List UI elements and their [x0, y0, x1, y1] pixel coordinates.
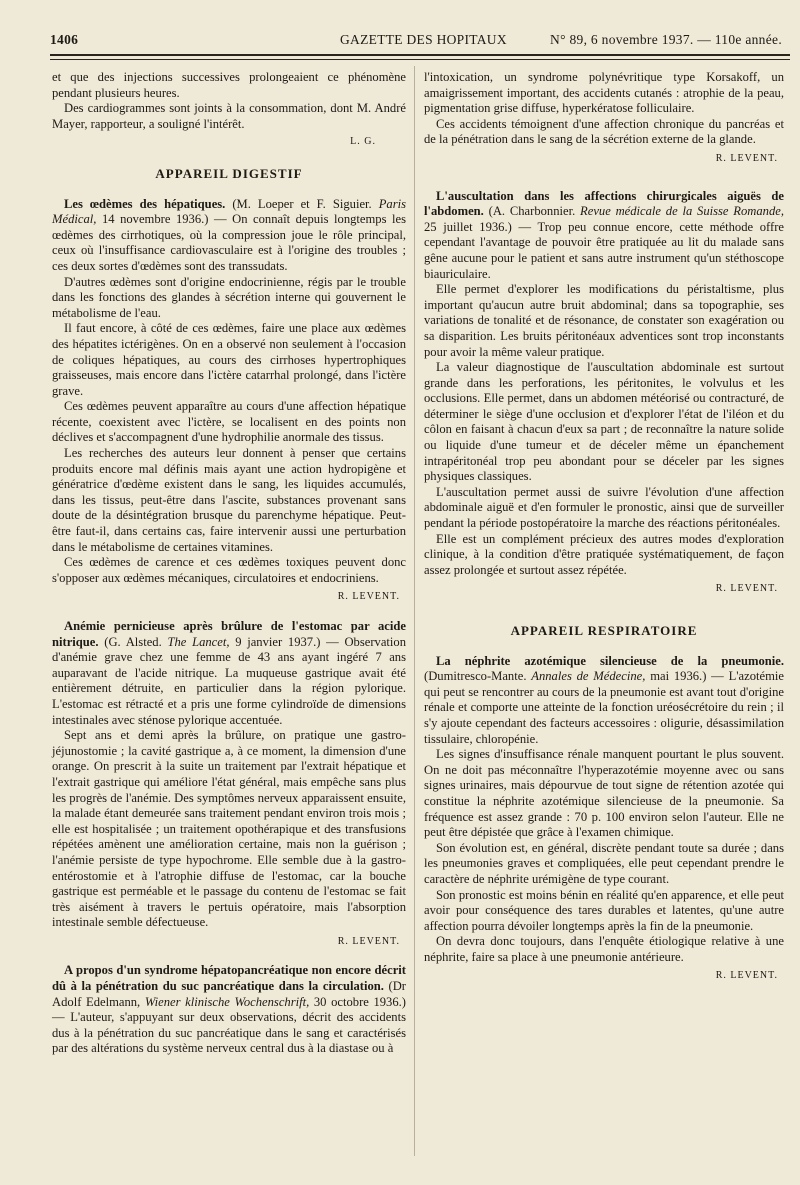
header-rule-thin [50, 59, 790, 60]
paragraph: Son pronostic est moins bénin en réalité qu'en apparence, et elle peut avoir pour conséquence des tares durables et latentes, qu'une autre affection pourra dévoiler longtemps après la fin de la pneumonie. [424, 887, 784, 933]
article-anemie [52, 619, 406, 728]
article-journal: Annales de Médecine, [531, 669, 646, 684]
paragraph: D'autres œdèmes sont d'origine endocrinienne, régis par le trouble dans les fonctions des glandes à sécrétion interne qui gouvernent le métabolisme de l'eau. [52, 274, 406, 320]
paragraph: Les signes d'insuffisance rénale manquent pourtant le plus souvent. On ne doit pas méconnaître l'hyperazotémie moyenne avec ou sans signes urinaires, mais dépourvue de tout signe de rétention azotée qui constitue la néphrite azotémique silencieuse de la pneumonie. Sa fréquence est assez grande : 70 p. 100 environ selon l'auteur. Elle ne peut être dépistée que grâce à l'examen chimique. [424, 747, 784, 840]
article-authors: (Dumitresco-Mante. [424, 669, 527, 684]
paragraph: L'auscultation permet aussi de suivre l'évolution d'une affection abdominale aiguë et d'en formuler le pronostic, ainsi que de surveiller pendant la période postopératoire la marche des réactions péritonéales. [424, 484, 784, 531]
right-column [424, 70, 784, 984]
paragraph: La valeur diagnostique de l'auscultation abdominale est surtout grande dans les perforations, les péritonites, le volvulus et les occlusions. Elle permet, dans un abdomen météorisé ou contracturé, de déterminer le siège d'une occlusion et d'explorer l'état de l'iléon et du côlon en faisant à chacun d'eux sa part ; de reconnaître la nature solide ou liquide d'une tumeur et de déceler même un épanchement intrapéritonéal trop peu abondant pour se déceler par les signes physiques classiques. [424, 360, 784, 484]
signature: R. LEVENT. [715, 583, 778, 595]
paragraph: On devra donc toujours, dans l'enquête étiologique relative à une néphrite, faire sa place à une pneumonie antérieure. [424, 934, 784, 964]
article-title: Les œdèmes des hépatiques. [64, 196, 226, 211]
article-authors: (Dr Adolf Edelmann, [52, 979, 406, 1009]
article-date: 30 octobre 1936.) — [52, 994, 406, 1025]
article-title: La néphrite azotémique silencieuse de la pneumonie. [436, 653, 784, 668]
article-title: Anémie pernicieuse après brûlure de l'estomac par acide nitrique. [52, 619, 406, 649]
paragraph: Elle est un complément précieux des autres modes d'exploration clinique, à la condition d'être pratiquée systématiquement, de façon assez prolongée et surtout assez répétée. [424, 531, 784, 577]
article-journal: Wiener klinische Wochenschrift, [144, 994, 310, 1009]
paragraph: Il faut encore, à côté de ces œdèmes, faire une place aux œdèmes des hépatites ictérigènes. On en a observé non seulement à l'occasion de coliques hépatiques, au cours des cirrhoses hypertrophiques graisseuses, mais encore dans l'ictère catarrhal prolongé, dans l'ictère grave. [52, 321, 406, 398]
paragraph: et que des injections successives prolongeaient ce phénomène pendant plusieurs heures. [52, 70, 406, 100]
signature: R. LEVENT. [715, 152, 778, 164]
article-date: mai 1936.) — [650, 669, 724, 684]
article-oedemes [52, 197, 406, 275]
article-journal: Revue médicale de la Suisse Romande, [580, 204, 784, 219]
running-header [50, 30, 790, 50]
article-text: L'auteur, s'appuyant sur deux observations, décrit des accidents dus à la pénétration du suc pancréatique dans le sang et caractérisés par des altérations du système nerveux central dus à la diastase ou à [52, 1010, 406, 1056]
article-text: On connaît depuis longtemps les œdèmes des cirrhotiques, où la compression joue le rôle principal, ceux où l'insuffisance cardiovasculaire est à l'origine des troubles ; ces deux sortes d'œdèmes sont des transsudats. [52, 212, 406, 273]
journal-title: GAZETTE DES HOPITAUX [340, 32, 507, 47]
article-date: 14 novembre 1936.) — [101, 212, 227, 227]
article-journal: Paris Médical, [52, 196, 406, 227]
paragraph: Des cardiogrammes sont joints à la consommation, dont M. André Mayer, rapporteur, a souligné l'intérêt. [52, 101, 406, 131]
paragraph: Elle permet d'explorer les modifications du péristaltisme, plus important qu'aucun autre bruit abdominal; dans sa topographie, ses variations de tonalité et de résonance, de constater son exagération ou sa disparition. Les bruits péritonéaux adventices sont trop inconstants pour avoir la même valeur pratique. [424, 282, 784, 359]
page-number: 1406 [50, 32, 79, 47]
article-text: Trop peu connue encore, cette méthode offre cependant l'avantage de pouvoir être pratiquée au lit du malade sans gêne aucune pour le patient et sans autre instrument qu'un stéthoscope biauriculaire. [424, 219, 785, 281]
paragraph: Ces œdèmes peuvent apparaître au cours d'une affection hépatique récente, coexistent avec l'ictère, se localisent en des points non déclives et s'accompagnent d'une hydrophilie anormale des tissus. [52, 399, 406, 445]
article-date: 25 juillet 1936.) — [424, 219, 532, 234]
section-heading-digestif: APPAREIL DIGESTIF [155, 165, 303, 181]
signature: L. G. [350, 136, 376, 148]
paragraph: Ces accidents témoignent d'une affection chronique du pancréas et de la pénétration dans le sang de la sécrétion externe de la glande. [424, 116, 784, 147]
article-journal: The Lancet, [167, 634, 230, 649]
section-heading-respiratoire: APPAREIL RESPIRATOIRE [510, 623, 698, 638]
article-date: 9 janvier 1937.) — [235, 634, 339, 649]
paragraph: l'intoxication, un syndrome polynévritique type Korsakoff, un amaigrissement important, des accidents cutanés : atrophie de la peau, pigmentation grise diffuse, hyperkératose folliculaire. [424, 70, 784, 116]
article-auscultation [424, 189, 784, 283]
article-syndrome [52, 963, 406, 1057]
signature: R. LEVENT. [337, 591, 400, 603]
article-title: L'auscultation dans les affections chirurgicales aiguës de l'abdomen. [424, 188, 784, 219]
article-nephrite [424, 654, 784, 748]
signature: R. LEVENT. [337, 935, 400, 947]
article-text: Observation d'anémie grave chez une femme de 43 ans ayant ingéré 7 ans auparavant de l'acide nitrique. La muqueuse gastrique avait été entièrement détruite, en particulier dans la région pylorique. L'estomac est rétracté et a pris une forme cylindroïde de dimensions intestinales avec sténose pylorique accentuée. [52, 634, 407, 727]
article-text: L'azotémie qui peut se rencontrer au cours de la pneumonie est avant tout d'origine rénale et comporte une atteinte de la fonction uréosécrétoire du rein ; il s'y ajoute cependant des facteurs accessoires : oligurie, désassimilation tissulaire, chloropénie. [424, 669, 784, 746]
column-divider [414, 66, 415, 1156]
paragraph: Les recherches des auteurs leur donnent à penser que certains produits encore mal définis mais ayant une action hydropigène et génératrice d'œdème existent dans le sang, les liquides accumulés, dans les tissus, peut-être dans l'ascite, substances provenant sans doute de la désintégration brusque du parenchyme hépatique. Peut-être faut-il, dans certains cas, faire intervenir aussi une perturbation dans le métabolisme de certaines vitamines. [52, 446, 406, 554]
left-column [52, 70, 406, 1057]
paragraph: Ces œdèmes de carence et ces œdèmes toxiques peuvent donc s'opposer aux œdèmes mécaniques, circulatoires et endocriniens. [52, 555, 406, 585]
article-title: A propos d'un syndrome hépatopancréatique non encore décrit dû à la pénétration du suc pancréatique dans la circulation. [52, 963, 406, 994]
article-authors: (M. Loeper et F. Siguier. [232, 196, 372, 211]
signature: R. LEVENT. [715, 970, 778, 982]
article-authors: (A. Charbonnier. [488, 204, 576, 219]
article-authors: (G. Alsted. [104, 634, 162, 649]
issue-info: N° 89, 6 novembre 1937. — 110e année. [550, 32, 782, 47]
paragraph: Sept ans et demi après la brûlure, on pratique une gastro-jéjunostomie ; la cavité gastrique a, à ce moment, la dimension d'une orange. On prescrit à la suite un traitement par l'extrait hépatique et l'extrait gastrique qui améliore l'état général, mais empêche sans plus les progrès de l'anémie. Des symptômes nerveux apparaissent ensuite, la malade étant demeurée sans traitement pendant environ trois mois ; elle est hospitalisée ; un traitement opothérapique et des transfusions répétées amènent une amélioration certaine, mais non la guérison ; l'anémie persiste de type hypochrome. Elle semble due à la gastro-entérostomie et à l'atrophie diffuse de l'estomac, car la bouche gastrique est perméable et le passage du contenu de l'estomac se fait très aisément à travers le pertuis opératoire, mais l'absorption intestinale semble défectueuse. [52, 728, 406, 930]
header-rule-thick [50, 54, 790, 56]
paragraph: Son évolution est, en général, discrète pendant toute sa durée ; dans les pneumonies graves et compliquées, elle peut cependant prendre le caractère de néphrite urémigène de type courant. [424, 840, 784, 886]
